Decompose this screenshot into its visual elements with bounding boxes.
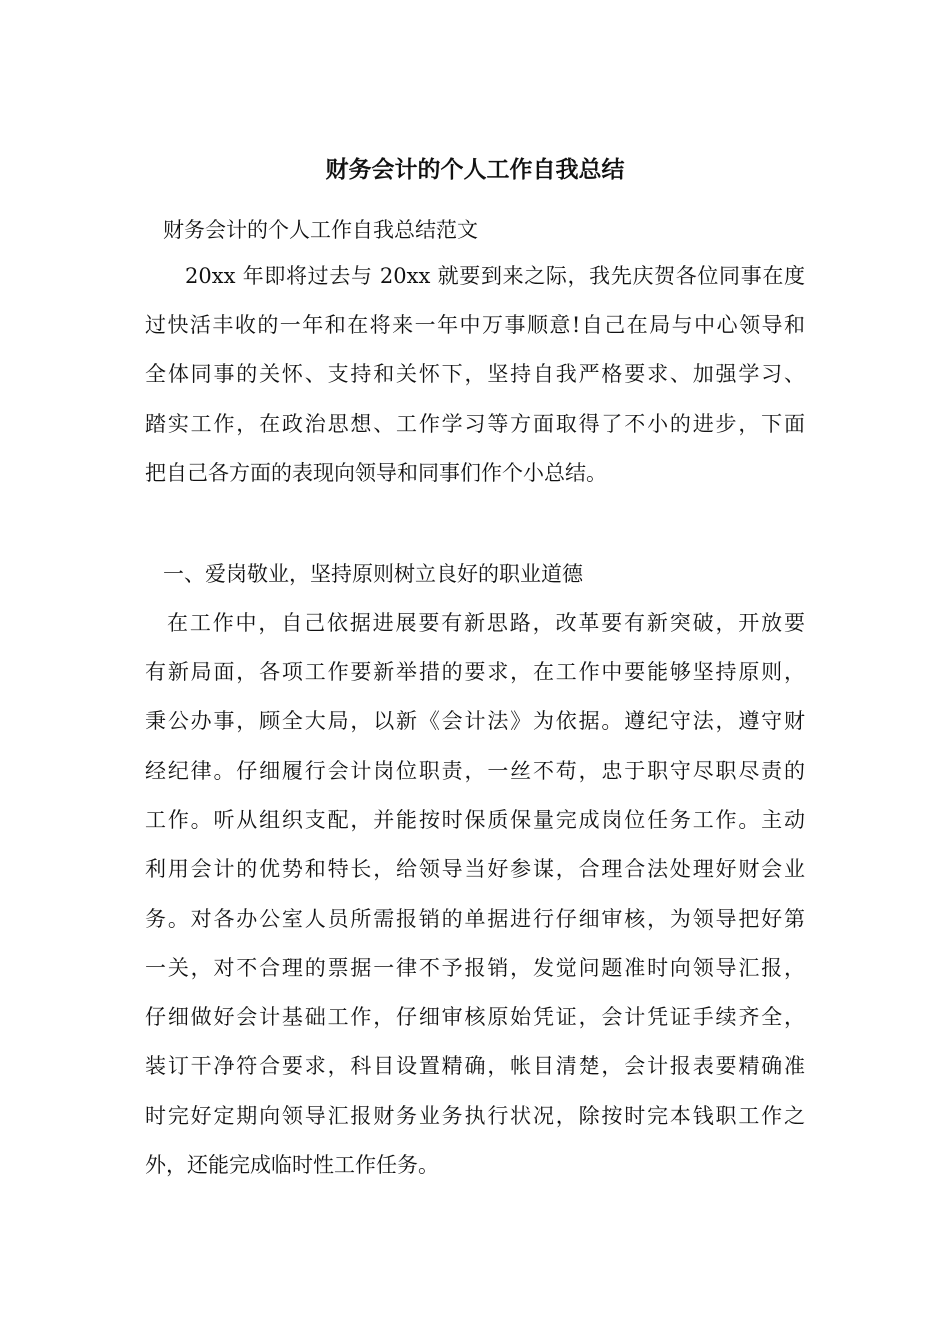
section-heading: 一、爱岗敬业，坚持原则树立良好的职业道德 bbox=[163, 562, 583, 586]
paragraph-line: 经纪律。仔细履行会计岗位职责，一丝不苟，忠于职守尽职尽责的 bbox=[145, 759, 805, 783]
paragraph-line: 在工作中，自己依据进展要有新思路，改革要有新突破，开放要 bbox=[167, 611, 805, 635]
paragraph-line: 仔细做好会计基础工作，仔细审核原始凭证，会计凭证手续齐全， bbox=[145, 1005, 805, 1029]
paragraph-line: 工作。听从组织支配，并能按时保质保量完成岗位任务工作。主动 bbox=[145, 808, 805, 832]
document-title: 财务会计的个人工作自我总结 bbox=[325, 156, 625, 183]
document-subtitle: 财务会计的个人工作自我总结范文 bbox=[163, 218, 478, 242]
paragraph-line: 把自己各方面的表现向领导和同事们作个小总结。 bbox=[145, 461, 607, 485]
paragraph-line: 有新局面，各项工作要新举措的要求，在工作中要能够坚持原则， bbox=[145, 660, 805, 684]
paragraph-line: 利用会计的优势和特长，给领导当好参谋，合理合法处理好财会业 bbox=[145, 857, 805, 881]
paragraph-line: 全体同事的关怀、支持和关怀下，坚持自我严格要求、加强学习、 bbox=[145, 362, 805, 386]
paragraph-line: 秉公办事，顾全大局，以新《会计法》为依据。遵纪守法，遵守财 bbox=[145, 709, 805, 733]
paragraph-line: 外，还能完成临时性工作任务。 bbox=[145, 1153, 439, 1177]
paragraph-line: 务。对各办公室人员所需报销的单据进行仔细审核，为领导把好第 bbox=[145, 907, 805, 931]
paragraph-line: 装订干净符合要求，科目设置精确，帐目清楚，会计报表要精确准 bbox=[145, 1054, 805, 1078]
paragraph-line: 过快活丰收的一年和在将来一年中万事顺意!自己在局与中心领导和 bbox=[145, 313, 805, 337]
paragraph-line: 踏实工作，在政治思想、工作学习等方面取得了不小的进步，下面 bbox=[145, 412, 805, 436]
paragraph-line: 20xx 年即将过去与 20xx 就要到来之际，我先庆贺各位同事在度 bbox=[185, 264, 805, 288]
paragraph-line: 一关，对不合理的票据一律不予报销，发觉问题准时向领导汇报， bbox=[145, 956, 805, 980]
paragraph-line: 时完好定期向领导汇报财务业务执行状况，除按时完本钱职工作之 bbox=[145, 1104, 805, 1128]
